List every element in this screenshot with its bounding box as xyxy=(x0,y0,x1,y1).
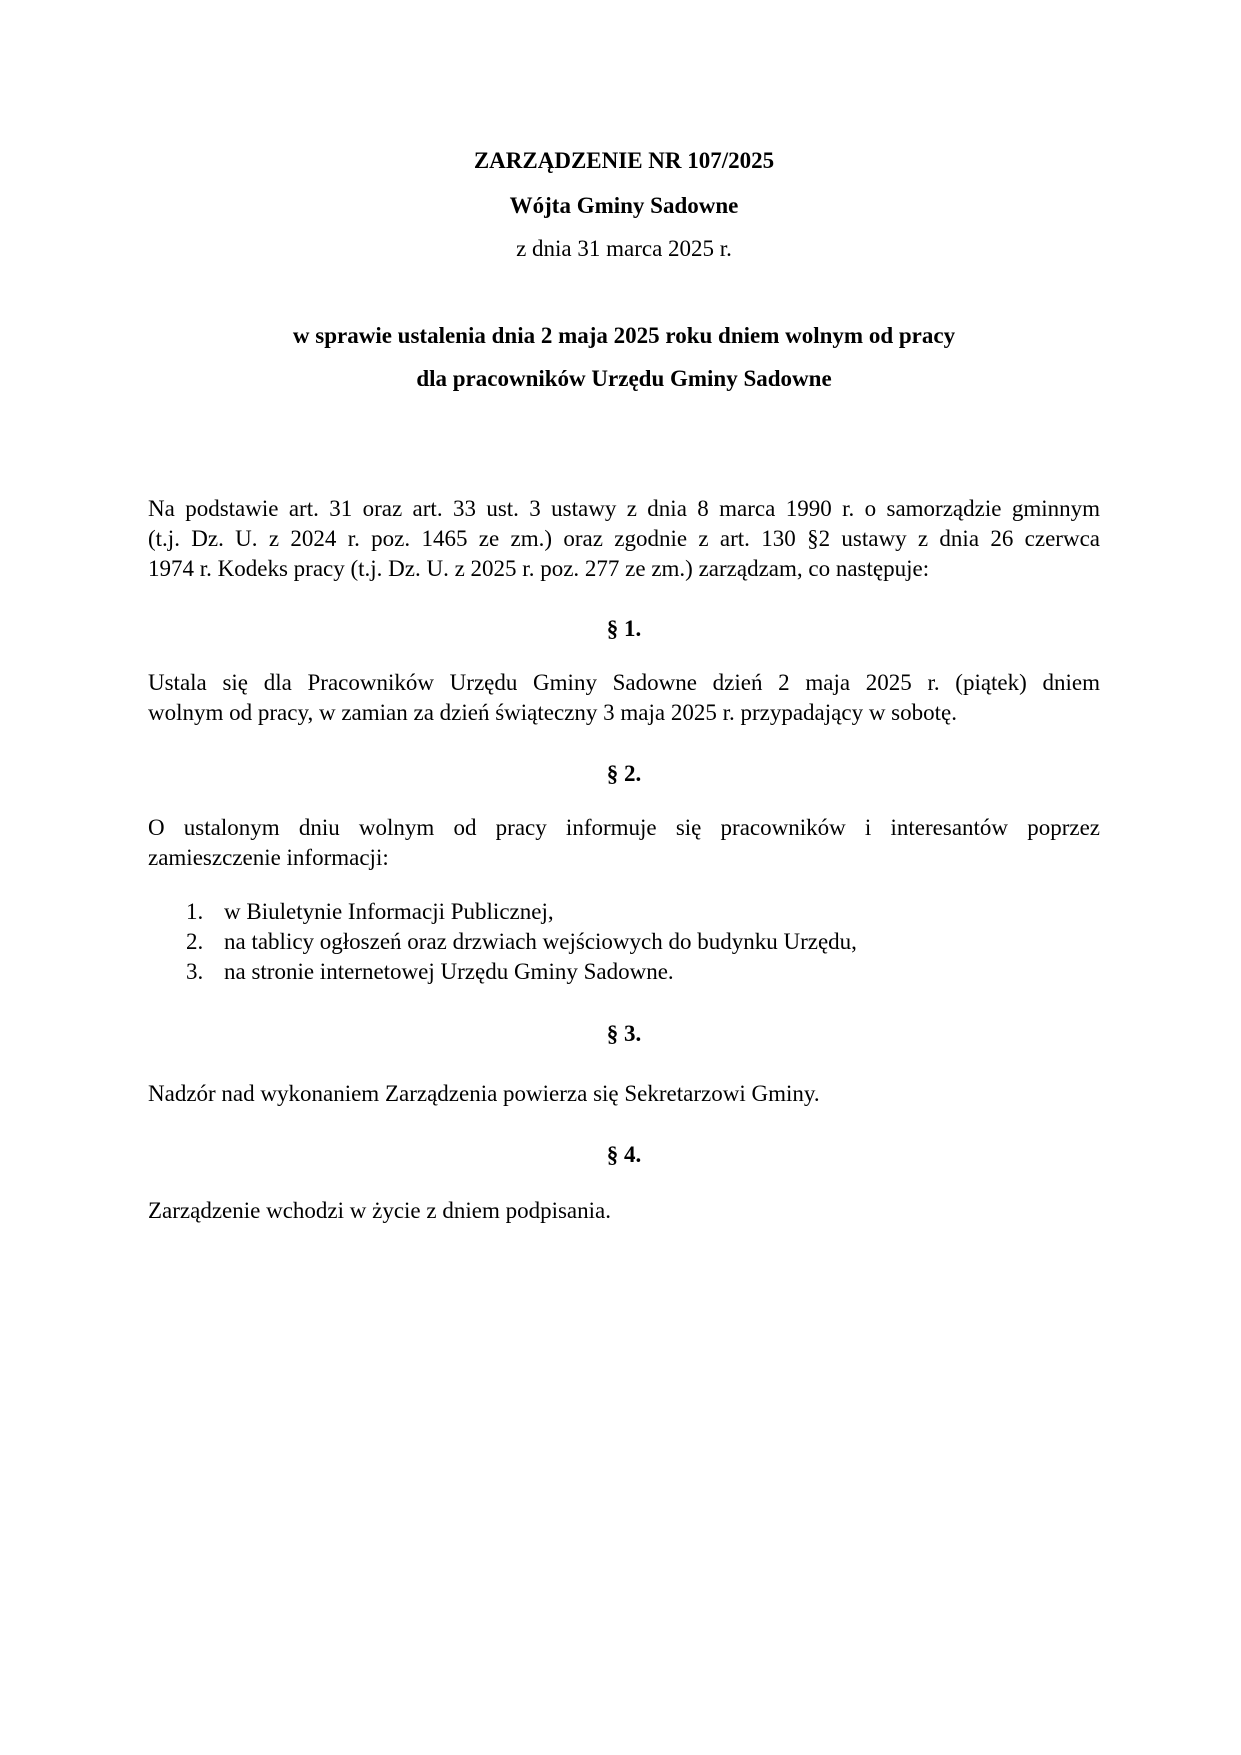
section-1-line-2: wolnym od pracy, w zamian za dzień świąteczny 3 maja 2025 r. przypadający w sobotę. xyxy=(148,700,957,725)
subject-line-1: w sprawie ustalenia dnia 2 maja 2025 roku dniem wolnym od pracy xyxy=(292,323,956,348)
list-item-text: na tablicy ogłoszeń oraz drzwiach wejściowych do budynku Urzędu, xyxy=(224,929,857,954)
list-item-text: w Biuletynie Informacji Publicznej, xyxy=(224,899,554,924)
preamble xyxy=(148,494,1100,584)
section-2-heading: § 2. xyxy=(606,761,642,786)
list-item xyxy=(148,897,1100,927)
section-2-line-1: O ustalonym dniu wolnym od pracy informuje się pracowników i interesantów poprzez xyxy=(148,815,1100,840)
information-list xyxy=(148,897,1100,987)
list-item xyxy=(148,957,1100,987)
list-item-number: 1. xyxy=(186,899,204,924)
list-item-number: 3. xyxy=(186,959,204,984)
section-2-text xyxy=(148,813,1100,873)
preamble-line-1: Na podstawie art. 31 oraz art. 33 ust. 3 ustawy z dnia 8 marca 1990 r. o samorządzie gminnym xyxy=(148,496,1100,521)
preamble-line-3: 1974 r. Kodeks pracy (t.j. Dz. U. z 2025 r. poz. 277 ze zm.) zarządzam, co następuje: xyxy=(148,556,930,581)
document-authority: Wójta Gminy Sadowne xyxy=(509,193,739,218)
section-3-line-1: Nadzór nad wykonaniem Zarządzenia powierza się Sekretarzowi Gminy. xyxy=(148,1081,820,1106)
section-1-heading: § 1. xyxy=(606,616,642,641)
list-item-number: 2. xyxy=(186,929,204,954)
document-title: ZARZĄDZENIE NR 107/2025 xyxy=(473,148,775,173)
preamble-line-2: (t.j. Dz. U. z 2024 r. poz. 1465 ze zm.) oraz zgodnie z art. 130 §2 ustawy z dnia 26 czerwca xyxy=(148,526,1100,551)
section-2-line-2: zamieszczenie informacji: xyxy=(148,845,389,870)
list-item xyxy=(148,927,1100,957)
section-3-text xyxy=(148,1079,1100,1109)
list-item-text: na stronie internetowej Urzędu Gminy Sadowne. xyxy=(224,959,674,984)
section-4-line-1: Zarządzenie wchodzi w życie z dniem podpisania. xyxy=(148,1198,611,1223)
subject-line-2: dla pracowników Urzędu Gminy Sadowne xyxy=(416,366,832,391)
document-date: z dnia 31 marca 2025 r. xyxy=(516,236,732,261)
section-1-text xyxy=(148,668,1100,728)
section-3-heading: § 3. xyxy=(606,1021,642,1046)
section-4-text xyxy=(148,1196,1100,1226)
section-4-heading: § 4. xyxy=(606,1142,642,1167)
section-1-line-1: Ustala się dla Pracowników Urzędu Gminy Sadowne dzień 2 maja 2025 r. (piątek) dniem xyxy=(148,670,1100,695)
